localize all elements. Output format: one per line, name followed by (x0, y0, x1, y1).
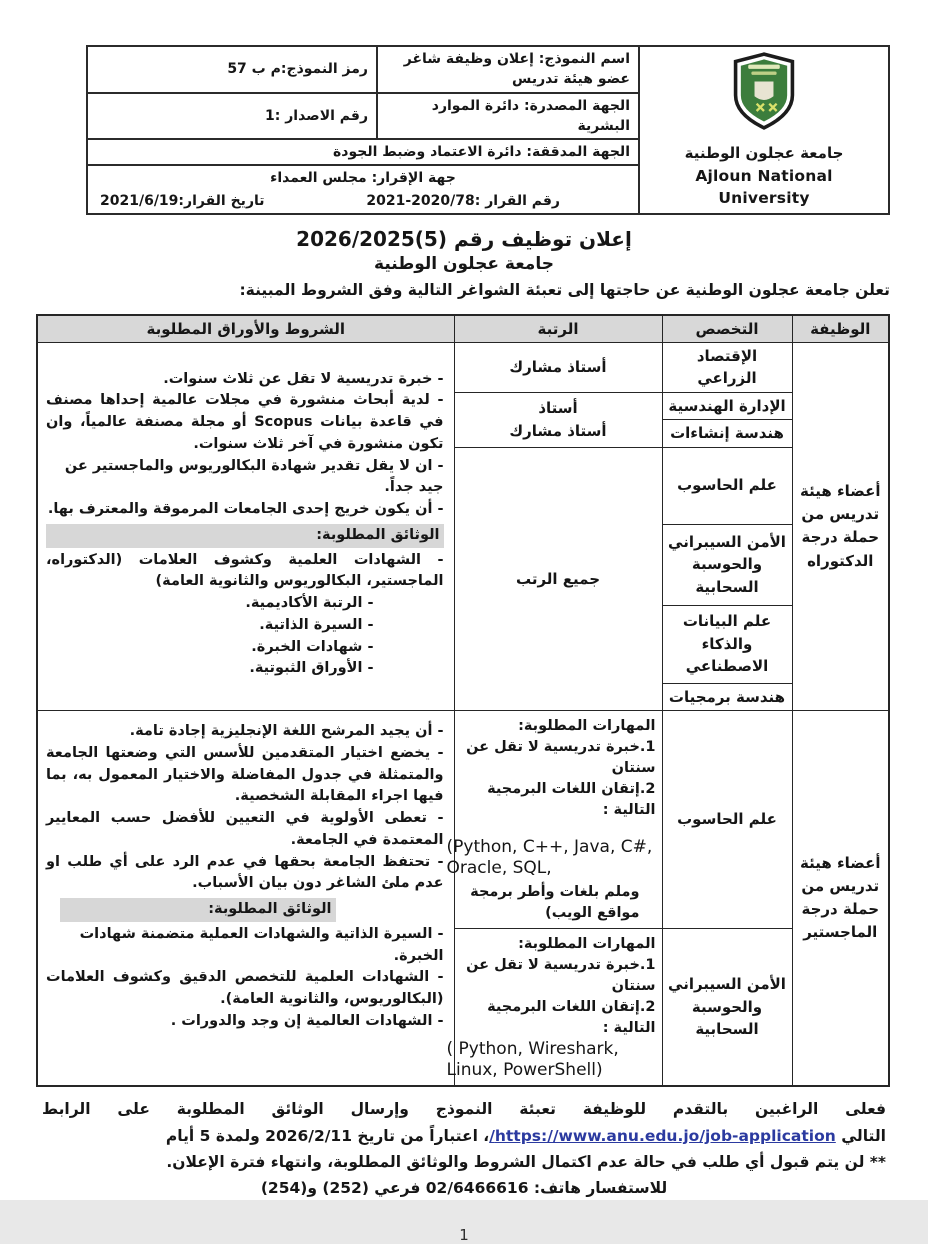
header-rank: الرتبة (454, 315, 662, 342)
auditing-department-cell: الجهة المدققة: دائرة الاعتماد وضبط الجودة (87, 139, 639, 165)
table-row (37, 711, 889, 929)
instructions-line3: ** لن يتم قبول أي طلب في حالة عدم اكتمال الشروط والوثائق المطلوبة، وانتهاء فترة الإعلان. (166, 1152, 886, 1171)
instructions-line2: التالي https://www.anu.edu.jo/job-application/، اعتباراً من تاريخ 2026/2/11 ولمدة 5 أيام (165, 1126, 886, 1145)
job-phd-cell: أعضاء هيئة تدريس من حملة درجة الدكتوراه (792, 342, 889, 711)
spec-data-science-ai: علم البيانات والذكاء الاصطناعي (662, 605, 792, 683)
skill-item: 1.خبرة تدريسية لا تقل عن سنتان (466, 956, 656, 994)
header-job: الوظيفة (792, 315, 889, 342)
document-item: - شهادات الخبرة. (251, 638, 374, 655)
issue-number-cell: رقم الاصدار :1 (87, 93, 377, 140)
required-documents-label: الوثائق المطلوبة: (60, 898, 336, 922)
page-number: 1 (459, 1225, 469, 1244)
rank-professor-associate (454, 392, 662, 447)
university-name-english: Ajloun National University (695, 166, 833, 208)
spec-computer-science: علم الحاسوب (662, 447, 792, 524)
approval-authority: جهة الإقرار: مجلس العمداء (270, 170, 456, 187)
instructions-line1: فعلى الراغبين بالتقدم للوظيفة تعبئة النموذج وإرسال الوثائق المطلوبة على الرابط (42, 1100, 886, 1119)
header-specialization: التخصص (662, 315, 792, 342)
announcement-number: 2026/2025(5) (296, 227, 447, 252)
spec-computer-science-masters: علم الحاسوب (662, 711, 792, 929)
conditions-masters-cell (37, 711, 454, 1087)
programming-languages-line: Oracle, SQL, (446, 858, 552, 879)
form-header-table (86, 45, 890, 215)
table-row (37, 342, 889, 392)
programming-languages-line: Linux, PowerShell) (446, 1060, 603, 1081)
header-conditions: الشروط والأوراق المطلوبة (37, 315, 454, 342)
condition-item: - خبرة تدريسية لا تقل عن ثلاث سنوات. (163, 370, 444, 387)
job-masters-cell: أعضاء هيئة تدريس من حملة درجة الماجستير (792, 711, 889, 1087)
skill-item: 2.إتقان اللغات البرمجية التالية : (487, 781, 656, 819)
form-code-cell: رمز النموذج:م ب 57 (87, 46, 377, 93)
skills-title: المهارات المطلوبة: (518, 935, 656, 952)
university-logo-cell (639, 46, 889, 214)
form-name-cell: اسم النموذج: إعلان وظيفة شاغر عضو هيئة تدريس (377, 46, 639, 93)
spec-cybersecurity-masters: الأمن السيبراني والحوسبة السحابية (662, 928, 792, 1086)
document-item: - السيرة الذاتية. (259, 616, 374, 633)
announcement-title-block (38, 227, 890, 299)
contact-phone-line: للاستفسار هاتف: 02/6466616 فرعي (252) و(254) (260, 1179, 668, 1198)
condition-item: - يخضع اختيار المتقدمين للأسس التي وضعتها الجامعة والمتمثلة في جدول المفاضلة والاختيار المعمول به، بما فيها اجراء المقابلة الشخصية. (46, 744, 444, 805)
table-header-row (37, 315, 889, 342)
document-item: - السيرة الذاتية والشهادات العملية متضمنة شهادات الخبرة. (79, 925, 444, 964)
skills-title: المهارات المطلوبة: (518, 718, 656, 735)
rank-associate-professor: أستاذ مشارك (454, 342, 662, 392)
vacancies-table (36, 314, 890, 1087)
skill-item: 1.خبرة تدريسية لا تقل عن سنتان (466, 739, 656, 777)
programming-languages-line: ( Python, Wireshark, (446, 1038, 619, 1059)
decision-date: تاريخ القرار:2021/6/19 (100, 192, 265, 209)
skills-cybersecurity-cell (446, 928, 662, 1086)
university-crest-logo (730, 119, 798, 135)
approval-cell (87, 165, 639, 214)
issuing-department-cell: الجهة المصدرة: دائرة الموارد البشرية (377, 93, 639, 140)
application-instructions (38, 1096, 890, 1201)
required-documents-label: الوثائق المطلوبة: (46, 524, 444, 548)
skill-item: 2.إتقان اللغات البرمجية التالية : (487, 998, 656, 1036)
spec-construction-engineering: هندسة إنشاءات (662, 420, 792, 448)
spec-engineering-management: الإدارة الهندسية (662, 392, 792, 420)
decision-number: رقم القرار :2021-2020/78 (366, 192, 560, 209)
document-item: - الشهادات العلمية للتخصص الدقيق وكشوف العلامات (البكالوريوس، والثانوية العامة). (46, 969, 444, 1008)
conditions-phd-cell (37, 342, 454, 711)
announcement-intro: تعلن جامعة عجلون الوطنية عن حاجتها إلى تعبئة الشواغر التالية وفق الشروط المبينة: (239, 281, 890, 300)
programming-languages-line: (Python, C++, Java, C#, (446, 837, 653, 858)
spec-cybersecurity-cloud: الأمن السيبراني والحوسبة السحابية (662, 524, 792, 605)
rank-all-ranks: جميع الرتب (454, 447, 662, 711)
decision-line (96, 191, 630, 211)
spec-agricultural-economics: الإقتصاد الزراعي (662, 342, 792, 392)
condition-item: - أن يجيد المرشح اللغة الإنجليزية إجادة تامة. (129, 723, 444, 740)
application-link[interactable]: https://www.anu.edu.jo/job-application/ (489, 1126, 836, 1145)
condition-item: - أن يكون خريج إحدى الجامعات المرموقة والمعترف بها. (47, 501, 444, 518)
rank-line: أستاذ مشارك (509, 421, 607, 440)
document-item: - الأوراق الثبوتية. (249, 660, 374, 677)
document-item: - الشهادات العالمية إن وجد والدورات . (170, 1012, 444, 1029)
web-languages-note: وملم بلغات وأطر برمجة مواقع الويب) (470, 883, 640, 921)
document-item: - الرتبة الأكاديمية. (245, 595, 374, 612)
spec-software-engineering: هندسة برمجيات (662, 683, 792, 711)
announcement-university: جامعة عجلون الوطنية (374, 254, 554, 275)
university-name-arabic: جامعة عجلون الوطنية (684, 143, 844, 162)
rank-line: أستاذ (538, 399, 578, 418)
condition-item: - تعطى الأولوية في التعيين للأفضل حسب المعايير المعتمدة في الجامعة. (46, 810, 444, 848)
skills-computer-science-cell (446, 711, 662, 929)
announcement-title: إعلان توظيف رقم 2026/2025(5) (296, 227, 632, 252)
condition-item: - ان لا يقل تقدير شهادة البكالوريوس والماجستير عن جيد جداً. (64, 457, 444, 496)
condition-item: - لدية أبحاث منشورة في مجلات عالمية إحداها مصنف في قاعدة بيانات Scopus أو مجلة مصنفة عالمياً، وان تكون منشورة في آخر ثلاث سنوات. (46, 392, 444, 452)
document-item: - الشهادات العلمية وكشوف العلامات (الدكتوراه، الماجستير، البكالوريوس والثانوية العامة) (46, 551, 444, 590)
condition-item: - تحتفظ الجامعة بحقها في عدم الرد على أي طلب او عدم ملئ الشاغر دون بيان الأسباب. (46, 853, 444, 892)
